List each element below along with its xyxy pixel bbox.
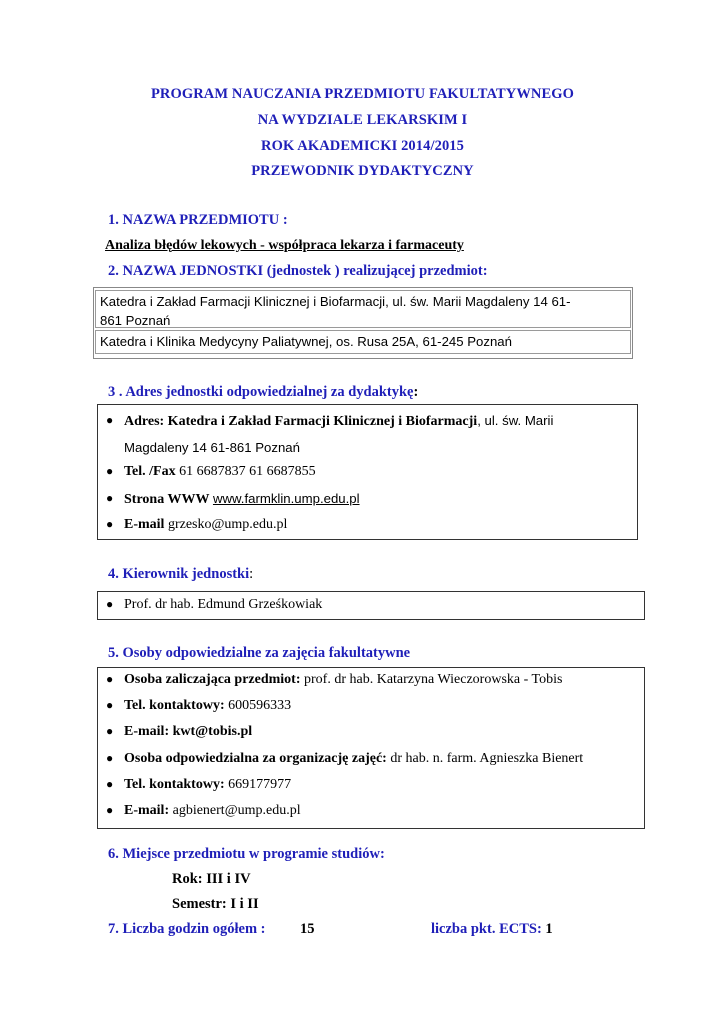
unit-row-2: Katedra i Klinika Medycyny Paliatywnej, os. Rusa 25A, 61-245 Poznań (95, 330, 631, 354)
units-table (93, 287, 633, 359)
year-value: Rok: III i IV (172, 871, 251, 887)
section-6-heading: 6. Miejsce przedmiotu w programie studiów: (108, 846, 385, 862)
person-item-2: ● Tel. kontaktowy: 600596333 (124, 696, 291, 716)
address-item-cont: Magdaleny 14 61-861 Poznań (124, 440, 300, 455)
person-item-5: ● Tel. kontaktowy: 669177977 (124, 775, 291, 795)
section-5-heading: 5. Osoby odpowiedzialne za zajęcia fakultatywne (108, 645, 411, 661)
bullet-icon: ● (106, 803, 114, 817)
email-item: ● E-mail grzesko@ump.edu.pl (124, 515, 287, 535)
persons-box (97, 667, 645, 829)
title-line-1: PROGRAM NAUCZANIA PRZEDMIOTU FAKULTATYWNEGO (150, 86, 575, 102)
section-3-heading: 3 . Adres jednostki odpowiedzialnej za dydaktykę: (108, 384, 419, 400)
unit-row-1-line-1: Katedra i Zakład Farmacji Klinicznej i Biofarmacji, ul. św. Marii Magdaleny 14 61- (100, 294, 571, 309)
head-box (97, 591, 645, 620)
section-4-heading: 4. Kierownik jednostki: (108, 566, 254, 582)
person-item-3: ● E-mail: kwt@tobis.pl (124, 722, 252, 742)
bullet-icon: ● (106, 724, 114, 738)
bullet-icon: ● (106, 517, 114, 531)
section-2-heading: 2. NAZWA JEDNOSTKI (jednostek ) realizującej przedmiot: (108, 263, 488, 279)
unit-row-1 (95, 290, 631, 328)
address-box (97, 404, 638, 540)
www-link[interactable]: www.farmklin.ump.edu.pl (212, 491, 360, 506)
semester-value: Semestr: I i II (172, 896, 259, 912)
bullet-icon: ● (106, 597, 114, 611)
title-line-3: ROK AKADEMICKI 2014/2015 (261, 138, 464, 154)
bullet-icon: ● (106, 672, 114, 686)
person-item-6: ● E-mail: agbienert@ump.edu.pl (124, 801, 301, 821)
person-item-1: ● Osoba zaliczająca przedmiot: prof. dr hab. Katarzyna Wieczorowska - Tobis (124, 670, 562, 690)
tel-item: ● Tel. /Fax 61 6687837 61 6687855 (124, 462, 316, 482)
section-7-label: 7. Liczba godzin ogółem : (108, 921, 266, 937)
address-item: ● Adres: Katedra i Zakład Farmacji Klinicznej i Biofarmacji, ul. św. Marii (124, 411, 624, 432)
ects-field: liczba pkt. ECTS: 1 (431, 921, 553, 937)
title-line-2: NA WYDZIALE LEKARSKIM I (257, 112, 468, 128)
www-item: ● Strona WWW www.farmklin.ump.edu.pl (124, 489, 360, 510)
bullet-icon: ● (106, 751, 114, 765)
hours-value: 15 (300, 921, 315, 937)
title-line-4: PRZEWODNIK DYDAKTYCZNY (251, 163, 474, 179)
head-item: ● Prof. dr hab. Edmund Grześkowiak (124, 595, 322, 615)
bullet-icon: ● (106, 464, 114, 478)
person-item-4: ● Osoba odpowiedzialna za organizację zajęć: dr hab. n. farm. Agnieszka Bienert (124, 749, 583, 769)
bullet-icon: ● (106, 413, 114, 427)
bullet-icon: ● (106, 491, 114, 505)
course-name: Analiza błędów lekowych - współpraca lekarza i farmaceuty (105, 238, 464, 253)
bullet-icon: ● (106, 698, 114, 712)
unit-row-1-line-2: 861 Poznań (100, 313, 171, 328)
section-1-heading: 1. NAZWA PRZEDMIOTU : (108, 212, 288, 228)
bullet-icon: ● (106, 777, 114, 791)
